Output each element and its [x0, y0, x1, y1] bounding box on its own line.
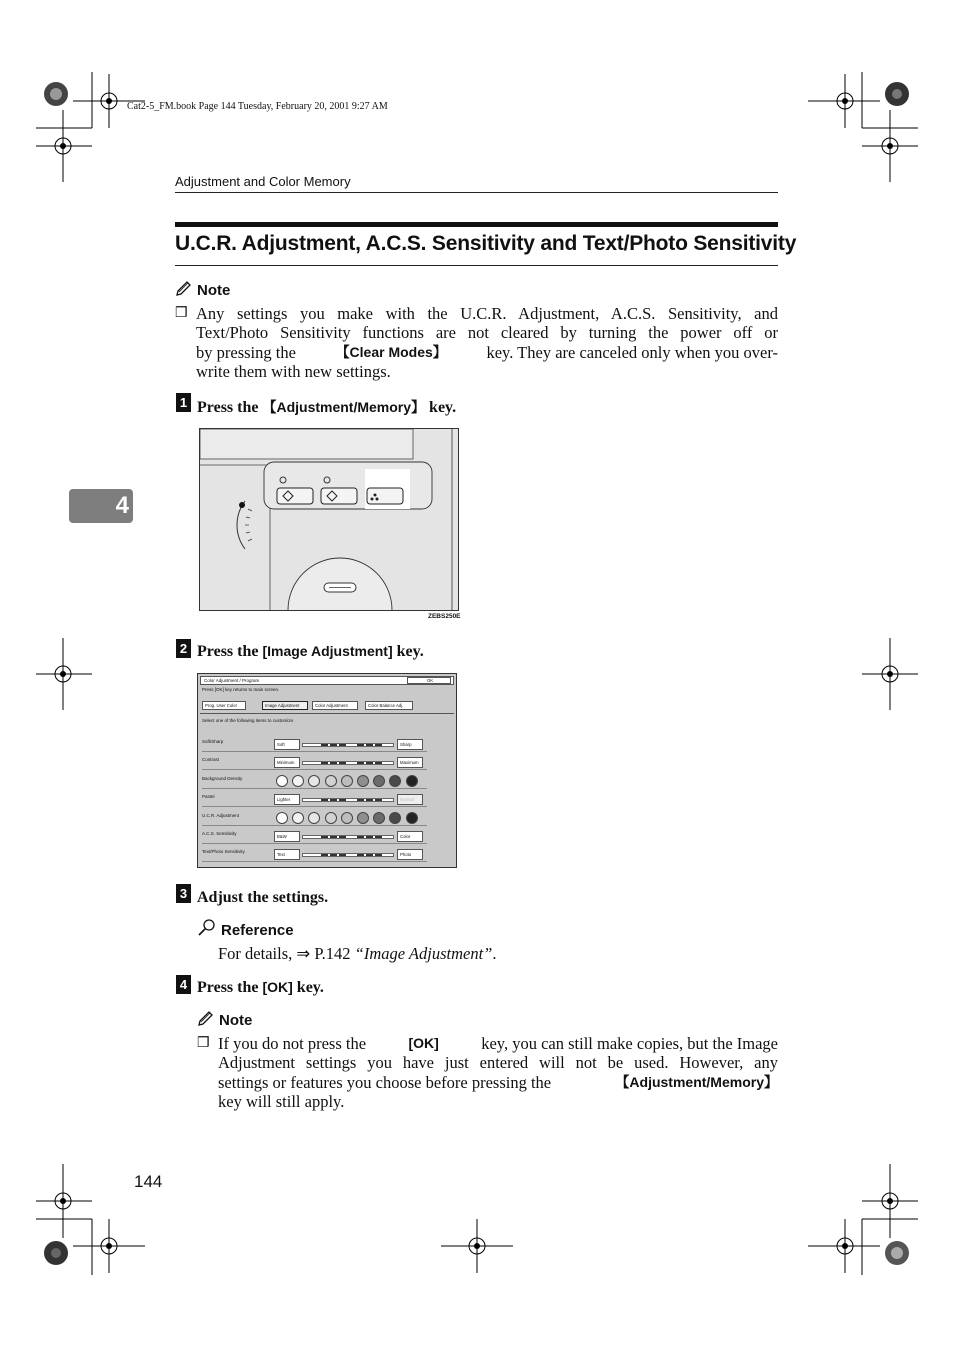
screen-row-slider[interactable]	[302, 835, 394, 839]
adjustment-memory-key: 【Adjustment/Memory】	[262, 399, 426, 415]
reference-heading-text: Reference	[221, 922, 294, 939]
screen-divider	[200, 713, 454, 714]
level-circle[interactable]	[341, 812, 353, 824]
slider-segment	[321, 799, 328, 801]
screen-row-slider[interactable]	[302, 798, 394, 802]
figure-code: ZEBS250E	[428, 613, 461, 620]
ok-key: [OK]	[262, 979, 293, 995]
slider-segment	[348, 854, 353, 856]
slider-segment	[375, 799, 382, 801]
note2-heading-text: Note	[219, 1012, 253, 1029]
control-panel-drawing	[200, 429, 458, 610]
level-circle[interactable]	[389, 812, 401, 824]
tab-color-adjustment[interactable]: Color Adjustment	[312, 701, 358, 710]
reference-pre: For details, ⇒ P.142	[218, 944, 355, 963]
adjustment-memory-key-ref: 【Adjustment/Memory】	[615, 1073, 778, 1090]
slider-segment	[357, 799, 364, 801]
slider-segment	[357, 854, 364, 856]
screen-row-right-button[interactable]: Normal	[397, 794, 423, 805]
note-line-2: Text/Photo Sensitivity functions are not cleared by turning the power off or	[196, 323, 778, 343]
slider-segment	[330, 836, 337, 838]
slider-segment	[321, 762, 328, 764]
note-heading-text: Note	[197, 282, 231, 299]
step-4-post: key.	[292, 979, 324, 996]
note-line-3b: key. They are canceled only when you over-	[486, 342, 778, 362]
note-line-1: Any settings you make with the U.C.R. Adjustment, A.C.S. Sensitivity, and	[196, 304, 778, 323]
slider-segment	[366, 744, 373, 746]
note2-body	[218, 1034, 778, 1111]
section-rule-top	[175, 222, 778, 227]
clear-modes-key: 【Clear Modes】	[335, 343, 447, 360]
section-rule-bottom	[175, 265, 778, 266]
pencil-icon	[175, 281, 193, 297]
tab-prog-user-color[interactable]: Prog. User Color	[202, 701, 246, 710]
step-1-number: 1	[176, 393, 191, 412]
reference-text	[218, 944, 496, 963]
level-circle[interactable]	[373, 812, 385, 824]
slider-segment	[330, 762, 337, 764]
screen-row-right-button[interactable]: Color	[397, 831, 423, 842]
screen-row-slider[interactable]	[302, 853, 394, 857]
slider-segment	[375, 854, 382, 856]
screen-row-divider	[202, 788, 427, 789]
screen-row-right-button[interactable]: Photo	[397, 849, 423, 860]
screen-instruction: Press [OK] key returns to main screen.	[202, 687, 280, 692]
screen-row-label: Background Density	[202, 775, 243, 781]
step-1-text	[197, 397, 456, 417]
screen-row-label: U.C.R. Adjustment	[202, 812, 240, 818]
note2-line-3	[218, 1073, 778, 1092]
note2-line-3a: settings or features you choose before pressing the	[218, 1072, 552, 1092]
screen-row-right-button[interactable]: Maximum	[397, 757, 423, 768]
screen-row-label: Text/Photo Sensitivity	[202, 849, 245, 855]
screen-row-slider[interactable]	[302, 743, 394, 747]
slider-segment	[348, 744, 353, 746]
screen-row-divider	[202, 806, 427, 807]
slider-segment	[339, 854, 346, 856]
screen-row-left-button[interactable]: Text	[274, 849, 300, 860]
step-2-post: key.	[392, 643, 424, 660]
reference-post: .	[492, 944, 497, 963]
tab-image-adjustment[interactable]: Image Adjustment	[262, 701, 308, 710]
slider-segment	[339, 762, 346, 764]
slider-segment	[366, 836, 373, 838]
screen-row-divider	[202, 843, 427, 844]
screen-row-divider	[202, 751, 427, 752]
screen-row-left-button[interactable]: Lighter	[274, 794, 300, 805]
level-circle[interactable]	[276, 775, 288, 787]
level-circle[interactable]	[292, 812, 304, 824]
slider-segment	[357, 836, 364, 838]
slider-segment	[375, 762, 382, 764]
screen-row-label: Pastel	[202, 794, 215, 800]
step-1-post: key.	[425, 399, 457, 416]
screen-row-left-button[interactable]: Minimum	[274, 757, 300, 768]
note2-line-1	[218, 1034, 778, 1053]
reference-link[interactable]: “Image Adjustment”	[354, 944, 493, 963]
level-circle[interactable]	[357, 775, 369, 787]
level-circle[interactable]	[341, 775, 353, 787]
slider-segment	[366, 854, 373, 856]
note-body	[196, 304, 778, 381]
ok-key-ref: [OK]	[408, 1035, 439, 1051]
note2-line-4: key will still apply.	[218, 1091, 345, 1111]
step-4-text	[197, 979, 324, 997]
step-4-pre: Press the	[197, 979, 263, 996]
pencil-icon	[197, 1011, 215, 1027]
running-title: Adjustment and Color Memory	[175, 174, 351, 189]
screen-row-label: A.C.S. Sensitivity	[202, 831, 237, 836]
slider-segment	[375, 744, 382, 746]
slider-segment	[357, 744, 364, 746]
screen-row-label: Soft/Sharp	[202, 739, 224, 744]
level-circle[interactable]	[406, 812, 418, 824]
note2-line-2: Adjustment settings you have just entered will not be used. However, any	[218, 1053, 778, 1073]
note2-line-1b: key, you can still make copies, but the Image	[481, 1034, 778, 1053]
screen-title: Color Adjustment / Program	[204, 678, 260, 683]
screen-row-divider	[202, 861, 427, 862]
step-2-number: 2	[176, 639, 191, 658]
step-3-text: Adjust the settings.	[197, 889, 329, 906]
screen-select-text: Select one of the following items to customize.	[202, 718, 295, 723]
note-heading	[175, 281, 230, 300]
slider-segment	[366, 799, 373, 801]
slider-segment	[330, 854, 337, 856]
image-adjustment-key: [Image Adjustment]	[262, 643, 393, 659]
slider-segment	[339, 744, 346, 746]
screen-row-left-button[interactable]: Soft	[274, 739, 300, 750]
screen-row-divider	[202, 825, 427, 826]
slider-segment	[330, 799, 337, 801]
image-adjustment-screen	[197, 673, 457, 868]
slider-segment	[348, 799, 353, 801]
slider-segment	[339, 799, 346, 801]
screen-row-slider[interactable]	[302, 761, 394, 765]
page-number: 144	[134, 1172, 163, 1191]
step-3-number: 3	[176, 884, 191, 903]
screen-ok-button[interactable]: OK	[407, 677, 451, 684]
level-circle[interactable]	[406, 775, 418, 787]
note-line-3a: by pressing the	[196, 342, 296, 362]
step-2-pre: Press the	[197, 643, 263, 660]
note-bullet: ❒	[175, 306, 188, 321]
slider-segment	[348, 762, 353, 764]
level-circle[interactable]	[308, 775, 320, 787]
slider-segment	[321, 744, 328, 746]
screen-row-right-button[interactable]: Sharp	[397, 739, 423, 750]
header-rule	[175, 192, 778, 193]
screen-title-bar	[200, 676, 454, 685]
note2-bullet: ❒	[197, 1036, 210, 1051]
note2-heading	[197, 1011, 252, 1030]
step-1-pre: Press the	[197, 399, 263, 416]
step-4-number: 4	[176, 975, 191, 994]
note2-line-1a: If you do not press the	[218, 1034, 367, 1053]
book-info-line: Cat2-5_FM.book Page 144 Tuesday, February 20, 2001 9:27 AM	[127, 101, 388, 112]
slider-segment	[366, 762, 373, 764]
level-circle[interactable]	[292, 775, 304, 787]
reference-heading	[197, 919, 294, 940]
control-panel-figure	[199, 428, 459, 611]
section-title: U.C.R. Adjustment, A.C.S. Sensitivity and Text/Photo Sensitivity	[175, 232, 797, 255]
note-line-4: write them with new settings.	[196, 361, 391, 381]
screen-row-left-button[interactable]: B&W	[274, 831, 300, 842]
level-circle[interactable]	[276, 812, 288, 824]
magnifier-icon	[197, 919, 217, 937]
screen-row-label: Contrast	[202, 757, 220, 763]
slider-segment	[321, 836, 328, 838]
level-circle[interactable]	[373, 775, 385, 787]
level-circle[interactable]	[325, 812, 337, 824]
note-line-3	[196, 343, 778, 362]
level-circle[interactable]	[325, 775, 337, 787]
tab-color-balance[interactable]: Color Balance Adj.	[365, 701, 413, 710]
slider-segment	[348, 836, 353, 838]
slider-segment	[339, 836, 346, 838]
level-circle[interactable]	[308, 812, 320, 824]
slider-segment	[375, 836, 382, 838]
slider-segment	[330, 744, 337, 746]
screen-row-divider	[202, 769, 427, 770]
chapter-tab: 4	[69, 489, 133, 523]
slider-segment	[357, 762, 364, 764]
slider-segment	[321, 854, 328, 856]
level-circle[interactable]	[389, 775, 401, 787]
level-circle[interactable]	[357, 812, 369, 824]
step-2-text	[197, 643, 424, 661]
